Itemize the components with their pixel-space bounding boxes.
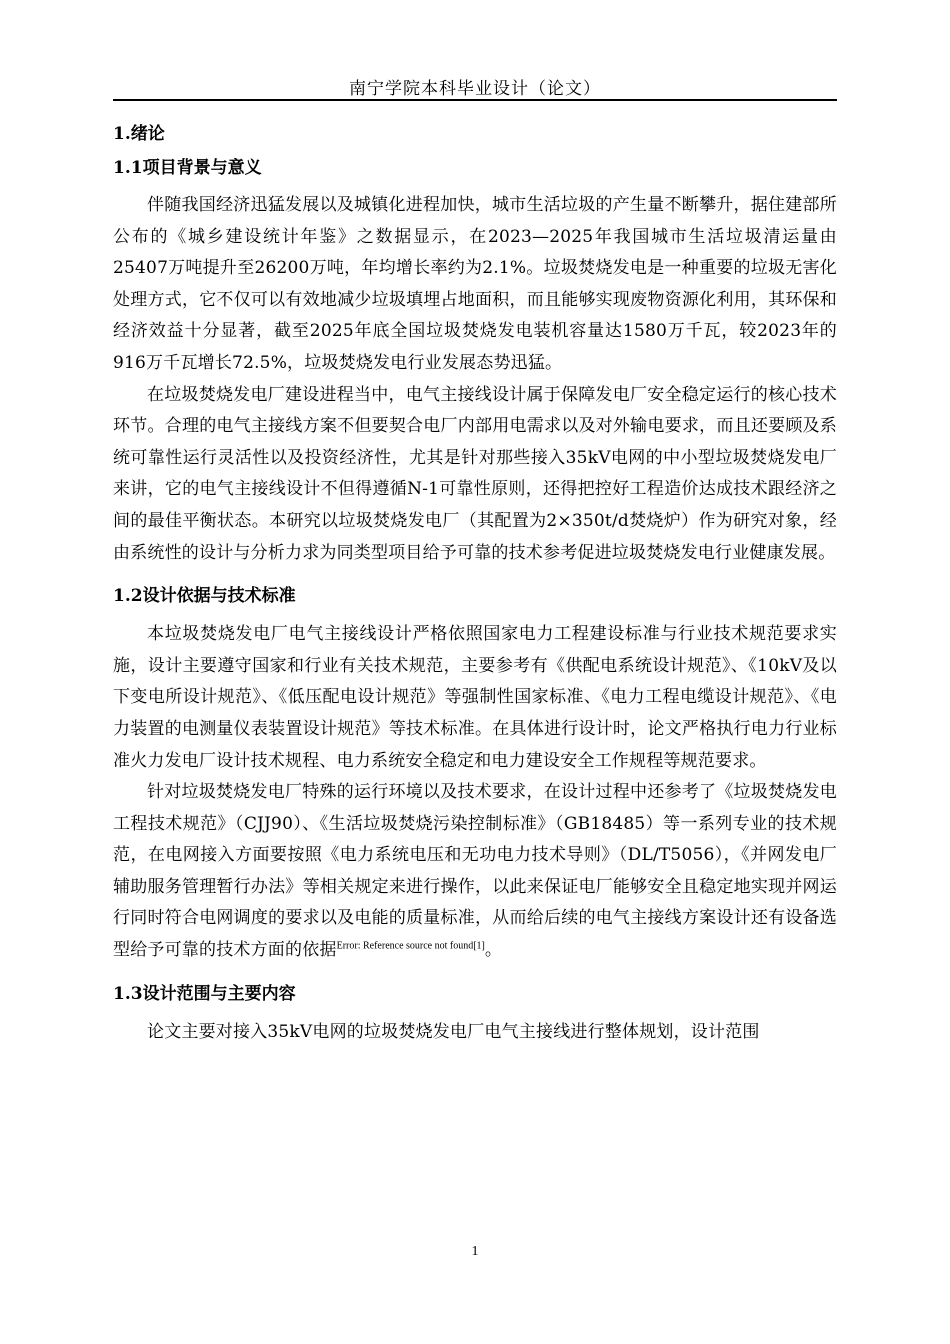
- heading-chapter-1: 1.绪论: [113, 124, 165, 144]
- paragraph-1-1-b: 在垃圾焚烧发电厂建设进程当中，电气主接线设计属于保障发电厂安全稳定运行的核心技术环节。合理的电气主接线方案不但要契合电厂内部用电需求以及对外输电要求，而且还要顾及系统可靠性运行灵活性以及投资经济性，尤其是针对那些接入35kV电网的中小型垃圾焚烧发电厂来讲，它的电气主接线设计不但得遵循N-1可靠性原则，还得把控好工程造价达成技术跟经济之间的最佳平衡状态。本研究以垃圾焚烧发电厂（其配置为2×350t/d焚烧炉）作为研究对象，经由系统性的设计与分析力求为同类型项目给予可靠的技术参考促进垃圾焚烧发电行业健康发展。: [113, 384, 837, 563]
- heading-section-1-1: 1.1项目背景与意义: [113, 158, 262, 178]
- running-header: 南宁学院本科毕业设计（论文）: [349, 79, 601, 99]
- reference-error-citation[interactable]: Error: Reference source not found[1]: [336, 940, 485, 952]
- paragraph-1-2-b-end: 。: [484, 940, 503, 961]
- heading-section-1-3: 1.3设计范围与主要内容: [113, 983, 296, 1004]
- paragraph-1-1-a: 伴随我国经济迅猛发展以及城镇化进程加快，城市生活垃圾的产生量不断攀升，据住建部所公布的《城乡建设统计年鉴》之数据显示，在2023—2025年我国城市生活垃圾清运量由25407万吨提升至26200万吨，年均增长率约为2.1%。垃圾焚烧发电是一种重要的垃圾无害化处理方式，它不仅可以有效地减少垃圾填埋占地面积，而且能够实现废物资源化利用，其环保和经济效益十分显著，截至2025年底全国垃圾焚烧发电装机容量达1580万千瓦，较2023年的916万千瓦增长72.5%，垃圾焚烧发电行业发展态势迅猛。: [113, 195, 837, 373]
- page-number: 1: [471, 1244, 479, 1259]
- paragraph-1-2-a: 本垃圾焚烧发电厂电气主接线设计严格依照国家电力工程建设标准与行业技术规范要求实施，设计主要遵守国家和行业有关技术规范，主要参考有《供配电系统设计规范》、《10kV及以下变电所设计规范》、《低压配电设计规范》等强制性国家标准、《电力工程电缆设计规范》、《电力装置的电测量仪表装置设计规范》等技术标准。在具体进行设计时，论文严格执行电力行业标准火力发电厂设计技术规程、电力系统安全稳定和电力建设安全工作规程等规范要求。: [113, 624, 837, 771]
- paragraph-1-2-b: [113, 777, 837, 967]
- paragraph-1-2-b-text: 针对垃圾焚烧发电厂特殊的运行环境以及技术要求，在设计过程中还参考了《垃圾焚烧发电工程技术规范》（CJJ90）、《生活垃圾焚烧污染控制标准》（GB18485）等一系列专业的技术规范，在电网接入方面要按照《电力系统电压和无功电力技术导则》（DL/T5056），《并网发电厂辅助服务管理暂行办法》等相关规定来进行操作，以此来保证电厂能够安全且稳定地实现并网运行同时符合电网调度的要求以及电能的质量标准，从而给后续的电气主接线方案设计还有设备选型给予可靠的技术方面的依据: [113, 782, 837, 961]
- document-body: [113, 112, 837, 1048]
- paragraph-1-3-a: 论文主要对接入35kV电网的垃圾焚烧发电厂电气主接线进行整体规划，设计范围: [147, 1021, 760, 1042]
- heading-section-1-2: 1.2设计依据与技术标准: [113, 586, 296, 607]
- header-rule: [113, 99, 837, 101]
